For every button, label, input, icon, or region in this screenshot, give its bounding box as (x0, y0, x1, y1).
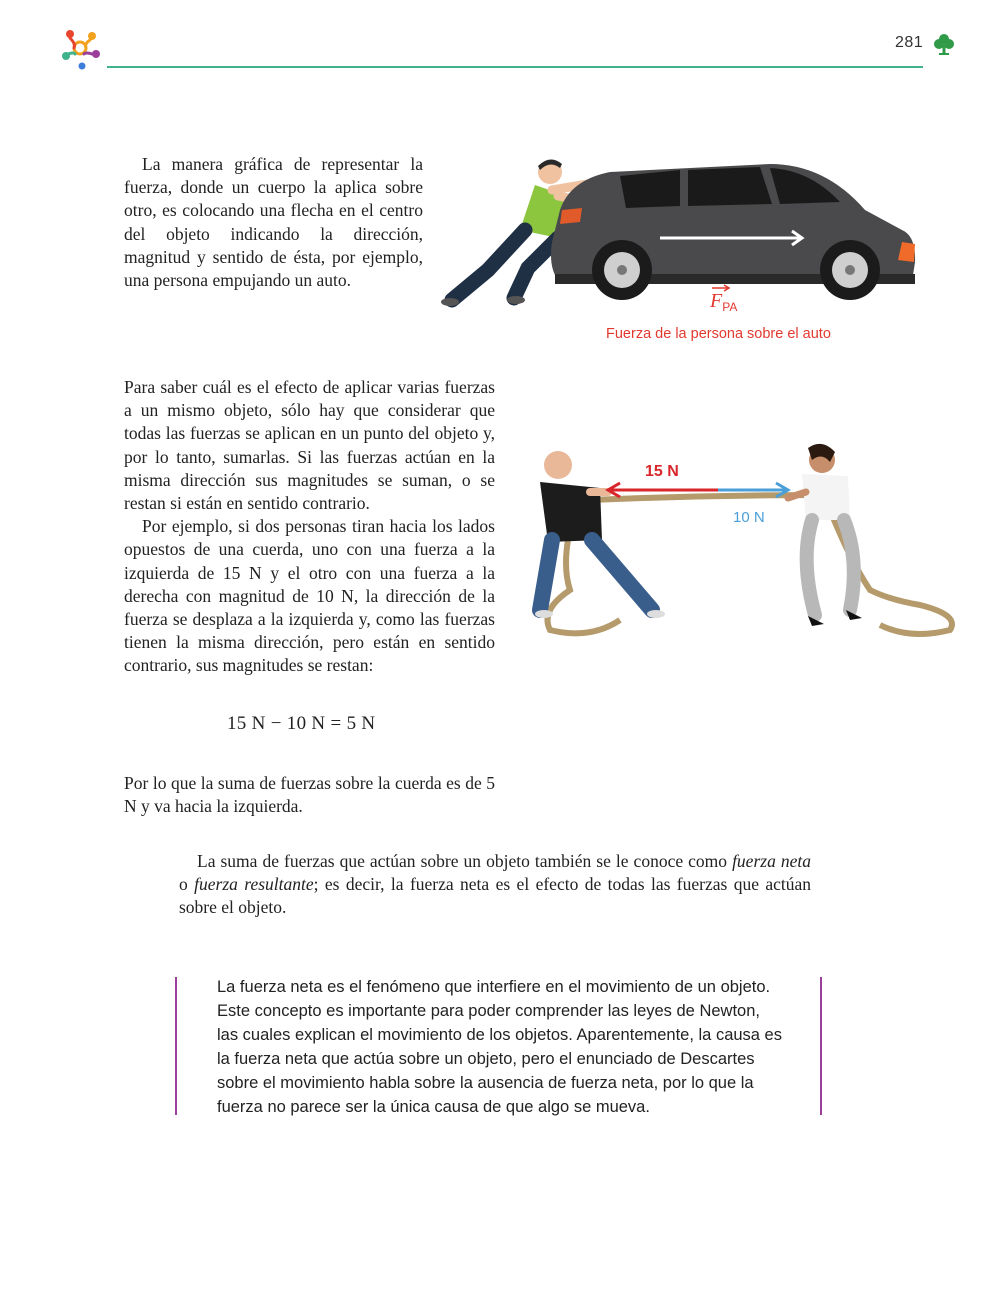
note-left-bar (175, 977, 177, 1115)
net-force-definition: La suma de fuerzas que actúan sobre un objeto también se le conoce como fuerza neta o fuerza resultante; es decir, la fuerza neta es el efecto de todas las fuerzas que actúan sobre el objeto. (179, 851, 812, 918)
forces-explanation (124, 376, 495, 678)
force-equation: 15 N − 10 N = 5 N (227, 713, 376, 734)
note-right-bar (820, 977, 822, 1115)
left-force-label: 15 N (645, 463, 679, 480)
term-fuerza-resultante: fuerza resultante (194, 874, 314, 895)
term-fuerza-neta: fuerza neta (732, 851, 811, 871)
header-divider (107, 66, 923, 68)
intro-paragraph: La manera gráfica de representar la fuerza, donde un cuerpo la aplica sobre otro, es colocando una flecha en el centro del objeto indicando la dirección, magnitud y sentido de ésta, por ejemplo, una persona empujando un auto. (124, 154, 423, 291)
page-number: 281 (895, 34, 924, 51)
woman-pulling-figure (788, 444, 862, 626)
forces-paragraph-1: Para saber cuál es el efecto de aplicar varias fuerzas a un mismo objeto, sólo hay que considerar que todas las fuerzas se aplican en un punto del objeto y, por lo tanto, sumarlas. Si las fuerzas actúan en la misma dirección sus magnitudes se suman, o se restan si están en sentido contrario. (124, 377, 495, 514)
tug-of-war-illustration (530, 440, 966, 650)
tree-icon (933, 32, 955, 56)
conclusion-paragraph: Por lo que la suma de fuerzas sobre la cuerda es de 5 N y va hacia la izquierda. (124, 773, 495, 817)
forces-paragraph-2: Por ejemplo, si dos personas tiran hacia los lados opuestos de una cuerda, uno con una fuerza a la izquierda de 15 N y el otro con una fuerza a la derecha con magnitud de 10 N, la dirección de la fuerza se desplaza a la izquierda y, como las fuerzas tienen la misma dirección, pero están en sentido contrario, sus magnitudes se restan: (124, 516, 495, 676)
car-figure-caption: Fuerza de la persona sobre el auto (606, 326, 831, 342)
net-force-note: La fuerza neta es el fenómeno que interfiere en el movimiento de un objeto. Este concepto es importante para poder comprender las leyes de Newton, las cuales explican el movimiento de los objetos. Aparentemente, la causa es la fuerza neta que actúa sobre un objeto, pero el enunciado de Descartes sobre el movimiento habla sobre la ausencia de fuerza neta, por lo que la fuerza no parece ser la única causa de que algo se mueva. (217, 978, 782, 1116)
car-figure (551, 164, 915, 300)
publisher-logo (56, 24, 104, 72)
right-force-label: 10 N (733, 509, 765, 526)
vector-label-fpa: $F_{PA}$ (710, 290, 738, 315)
car-push-illustration (440, 150, 920, 325)
